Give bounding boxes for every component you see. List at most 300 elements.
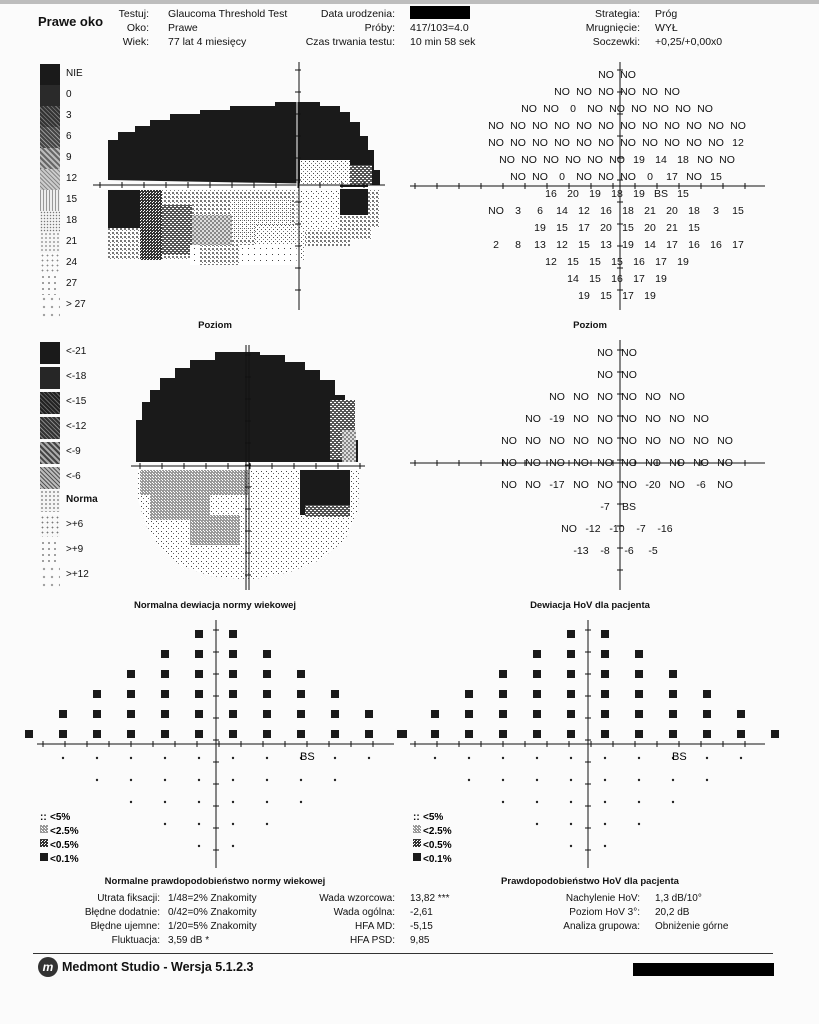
prob-mark <box>93 710 101 718</box>
prob-mark <box>127 730 135 738</box>
field-value: 19 <box>534 222 546 234</box>
prob-dot <box>570 801 572 803</box>
prob-mark <box>161 670 169 678</box>
prob-dot <box>164 757 166 759</box>
prob-mark <box>635 690 643 698</box>
field-value: NO <box>621 369 637 381</box>
field-value: NO <box>719 154 735 166</box>
prob-legend-5-r: <5% <box>423 812 444 823</box>
prob-mark <box>567 710 575 718</box>
eye-value: Prawe <box>168 22 198 34</box>
legend-label: 18 <box>66 215 78 226</box>
hfa-psd-label: HFA PSD: <box>349 935 395 946</box>
field-value: NO <box>664 86 680 98</box>
field-value: NO <box>576 137 592 149</box>
cluster-analysis-label: Analiza grupowa: <box>563 921 640 932</box>
field-value: NO <box>717 457 733 469</box>
field-value: 20 <box>644 222 656 234</box>
probability-axes-right <box>410 620 765 868</box>
field-value: -5 <box>648 545 658 557</box>
legend-label: <-9 <box>66 446 81 457</box>
hov-level-value: 20,2 dB <box>655 907 690 918</box>
field-value: NO <box>565 154 581 166</box>
prob-mark <box>263 730 271 738</box>
field-value: 16 <box>611 273 623 285</box>
false-negative-value: 1/20=5% Znakomity <box>168 921 257 932</box>
field-value: NO <box>669 435 685 447</box>
caption-greyscale: Poziom <box>198 320 232 331</box>
field-value: NO <box>708 137 724 149</box>
blink-label: Mrugnięcie: <box>585 22 640 34</box>
prob-mark <box>161 730 169 738</box>
prob-legend-0-1-r: <0.1% <box>423 854 452 865</box>
field-value: NO <box>573 435 589 447</box>
caption-pattern-probability: Prawdopodobieństwo HoV dla pacjenta <box>501 876 679 887</box>
field-value: 15 <box>600 290 612 302</box>
prob-mark <box>161 690 169 698</box>
prob-mark <box>567 630 575 638</box>
prob-mark <box>297 690 305 698</box>
field-value: NO <box>620 137 636 149</box>
prob-mark <box>465 710 473 718</box>
prob-dot <box>334 779 336 781</box>
prob-dot <box>198 779 200 781</box>
field-value: NO <box>693 413 709 425</box>
field-value: NO <box>645 413 661 425</box>
field-value: NO <box>488 120 504 132</box>
field-value: 14 <box>556 205 568 217</box>
field-value: NO <box>598 171 614 183</box>
prob-dot <box>570 845 572 847</box>
field-value: NO <box>573 413 589 425</box>
prob-dot <box>266 801 268 803</box>
prob-mark <box>127 690 135 698</box>
field-value: 15 <box>622 222 634 234</box>
field-value: 0 <box>570 103 576 115</box>
prob-mark <box>669 670 677 678</box>
field-value: 16 <box>600 205 612 217</box>
prob-dot <box>368 757 370 759</box>
prob-mark <box>229 670 237 678</box>
legend-label: >+9 <box>66 544 84 555</box>
field-value: NO <box>510 137 526 149</box>
field-value: NO <box>576 120 592 132</box>
blind-spot-label-right: BS <box>672 751 687 763</box>
field-value: NO <box>621 391 637 403</box>
field-value: NO <box>499 154 515 166</box>
prob-mark <box>567 690 575 698</box>
field-value: NO <box>598 120 614 132</box>
prob-mark <box>635 650 643 658</box>
prob-dot <box>232 779 234 781</box>
field-value: NO <box>675 103 691 115</box>
prob-mark <box>331 710 339 718</box>
prob-mark <box>601 630 609 638</box>
prob-dot <box>164 779 166 781</box>
prob-mark <box>331 730 339 738</box>
eye-label: Oko: <box>126 22 149 34</box>
prob-mark <box>25 730 33 738</box>
field-value: NO <box>642 120 658 132</box>
prob-legend-0-5-r: <0.5% <box>423 840 452 851</box>
svg-text:::: :: <box>40 812 47 823</box>
field-value: -13 <box>573 545 589 557</box>
prob-legend-5: <5% <box>50 812 71 823</box>
prob-dot <box>638 779 640 781</box>
prob-dot <box>502 779 504 781</box>
age-label: Wiek: <box>122 36 149 48</box>
field-value: -19 <box>549 413 565 425</box>
prob-mark <box>499 690 507 698</box>
prob-dot <box>130 779 132 781</box>
prob-dot <box>130 801 132 803</box>
field-value: 19 <box>578 290 590 302</box>
field-value: NO <box>587 103 603 115</box>
field-value: 12 <box>732 137 744 149</box>
field-value: NO <box>521 103 537 115</box>
field-value: -8 <box>600 545 610 557</box>
field-value: NO <box>525 457 541 469</box>
field-value: NO <box>597 457 613 469</box>
legend-label: NIE <box>66 68 83 79</box>
field-value: NO <box>669 479 685 491</box>
prob-legend-left <box>40 812 79 865</box>
legend-label: >+12 <box>66 569 89 580</box>
prob-mark <box>229 710 237 718</box>
legend-label: <-12 <box>66 421 87 432</box>
field-value: NO <box>576 171 592 183</box>
field-value: NO <box>573 457 589 469</box>
prob-dot <box>604 779 606 781</box>
prob-mark <box>263 710 271 718</box>
field-value: NO <box>717 435 733 447</box>
test-value: Glaucoma Threshold Test <box>168 8 288 20</box>
prob-dot <box>468 779 470 781</box>
field-value: NO <box>525 479 541 491</box>
field-value: NO <box>549 457 565 469</box>
field-value: NO <box>573 391 589 403</box>
field-value: NO <box>561 523 577 535</box>
field-value: -7 <box>636 523 646 535</box>
prob-mark <box>703 710 711 718</box>
legend-label: 15 <box>66 194 78 205</box>
prob-mark <box>635 710 643 718</box>
prob-dot <box>570 823 572 825</box>
field-value: NO <box>697 103 713 115</box>
prob-mark <box>195 730 203 738</box>
field-value: NO <box>549 391 565 403</box>
prob-dot <box>434 757 436 759</box>
prob-dot <box>502 801 504 803</box>
field-value: 12 <box>578 205 590 217</box>
field-value: -7 <box>600 501 610 513</box>
field-value: 6 <box>537 205 543 217</box>
prob-mark <box>703 690 711 698</box>
field-value: NO <box>554 86 570 98</box>
prob-mark <box>635 730 643 738</box>
field-value: NO <box>717 479 733 491</box>
legend-label: >+6 <box>66 519 84 530</box>
prob-mark <box>567 730 575 738</box>
hfa-md-value: -5,15 <box>410 921 433 932</box>
prob-mark <box>297 710 305 718</box>
legend-label: 0 <box>66 89 72 100</box>
field-value: NO <box>576 86 592 98</box>
field-value: NO <box>730 120 746 132</box>
prob-mark <box>297 730 305 738</box>
prob-mark <box>127 710 135 718</box>
field-value: NO <box>609 103 625 115</box>
prob-mark <box>229 650 237 658</box>
field-value: NO <box>620 86 636 98</box>
field-value: NO <box>621 457 637 469</box>
strategy-value: Próg <box>655 8 678 20</box>
field-value: 20 <box>600 222 612 234</box>
field-value: NO <box>597 479 613 491</box>
duration-label: Czas trwania testu: <box>305 36 395 48</box>
field-value: NO <box>488 205 504 217</box>
field-value: 15 <box>567 256 579 268</box>
field-value: 16 <box>688 239 700 251</box>
field-value: 17 <box>666 239 678 251</box>
field-value: BS <box>653 188 669 200</box>
field-value: NO <box>669 457 685 469</box>
prob-dot <box>96 757 98 759</box>
field-value: NO <box>686 171 702 183</box>
field-value: NO <box>686 137 702 149</box>
prob-mark <box>195 670 203 678</box>
field-value: -10 <box>609 523 625 535</box>
field-value: 13 <box>600 239 612 251</box>
hov-slope-value: 1,3 dB/10° <box>655 893 702 904</box>
threshold-axes <box>410 62 765 310</box>
field-value: NO <box>587 154 603 166</box>
field-value: NO <box>620 120 636 132</box>
prob-dot <box>672 779 674 781</box>
field-value: NO <box>597 413 613 425</box>
field-value: 17 <box>622 290 634 302</box>
prob-dot <box>334 757 336 759</box>
prob-dot <box>536 823 538 825</box>
prob-dot <box>232 757 234 759</box>
footer-divider <box>33 953 773 954</box>
prob-mark <box>533 710 541 718</box>
lens-label: Soczewki: <box>592 36 640 48</box>
prob-legend-right <box>413 812 452 865</box>
legend-label: 24 <box>66 257 78 268</box>
prob-mark <box>669 710 677 718</box>
prob-mark <box>93 690 101 698</box>
field-value: NO <box>525 413 541 425</box>
prob-mark <box>229 690 237 698</box>
prob-mark <box>263 650 271 658</box>
prob-dot <box>198 823 200 825</box>
prob-mark <box>601 690 609 698</box>
field-value: 14 <box>567 273 579 285</box>
prob-mark <box>465 730 473 738</box>
field-value: 3 <box>713 205 719 217</box>
prob-mark <box>161 710 169 718</box>
prob-mark <box>297 670 305 678</box>
field-value: NO <box>645 457 661 469</box>
field-value: NO <box>686 120 702 132</box>
field-value: NO <box>549 435 565 447</box>
prob-dot <box>604 801 606 803</box>
field-value: NO <box>621 347 637 359</box>
prob-mark <box>669 690 677 698</box>
field-value: 18 <box>622 205 634 217</box>
field-value: NO <box>525 435 541 447</box>
prob-mark <box>93 730 101 738</box>
prob-dot <box>570 779 572 781</box>
field-value: 14 <box>655 154 667 166</box>
prob-mark <box>229 730 237 738</box>
legend-label: <-18 <box>66 371 87 382</box>
prob-mark <box>499 710 507 718</box>
field-value: 12 <box>556 239 568 251</box>
legend-label: <-15 <box>66 396 87 407</box>
false-positive-value: 0/42=0% Znakomity <box>168 907 257 918</box>
prob-mark <box>601 650 609 658</box>
field-value: NO <box>532 137 548 149</box>
prob-mark <box>195 710 203 718</box>
field-value: NO <box>609 154 625 166</box>
prob-dot <box>164 801 166 803</box>
age-value: 77 lat 4 miesięcy <box>168 36 247 48</box>
prob-dot <box>266 823 268 825</box>
prob-mark <box>161 650 169 658</box>
field-value: 15 <box>611 256 623 268</box>
field-value: 13 <box>534 239 546 251</box>
field-value: NO <box>693 457 709 469</box>
field-value: NO <box>501 435 517 447</box>
hfa-psd-value: 9,85 <box>410 935 430 946</box>
prob-mark <box>229 630 237 638</box>
prob-dot <box>130 757 132 759</box>
prob-dot <box>706 779 708 781</box>
field-value: NO <box>597 435 613 447</box>
fixation-loss-label: Utrata fiksacji: <box>97 893 160 904</box>
pattern-defect-value: 13,82 *** <box>410 893 450 904</box>
field-value: 20 <box>567 188 579 200</box>
legend-label: <-6 <box>66 471 81 482</box>
field-value: NO <box>543 154 559 166</box>
prob-mark <box>601 730 609 738</box>
field-value: -16 <box>657 523 673 535</box>
field-value: 17 <box>666 171 678 183</box>
prob-mark <box>195 630 203 638</box>
prob-mark <box>669 730 677 738</box>
prob-dot <box>232 823 234 825</box>
field-value: NO <box>510 120 526 132</box>
field-value: NO <box>664 137 680 149</box>
prob-dot <box>300 779 302 781</box>
field-value: NO <box>532 171 548 183</box>
field-value: 15 <box>556 222 568 234</box>
field-value: NO <box>543 103 559 115</box>
field-value: NO <box>554 120 570 132</box>
field-value: 14 <box>644 239 656 251</box>
strategy-label: Strategia: <box>595 8 640 20</box>
field-value: 3 <box>515 205 521 217</box>
field-value: NO <box>708 120 724 132</box>
prob-mark <box>601 710 609 718</box>
prob-mark <box>533 730 541 738</box>
field-value: 8 <box>515 239 521 251</box>
pattern-defect-label: Wada wzorcowa: <box>319 893 395 904</box>
legend-label: 21 <box>66 236 78 247</box>
prob-mark <box>59 730 67 738</box>
prob-dot <box>266 779 268 781</box>
prob-mark <box>263 690 271 698</box>
fluctuation-value: 3,59 dB * <box>168 935 210 946</box>
prob-dot <box>706 757 708 759</box>
prob-dot <box>604 823 606 825</box>
field-value: -6 <box>624 545 634 557</box>
field-value: 2 <box>493 239 499 251</box>
lens-value: +0,25/+0,00x0 <box>655 36 723 48</box>
legend-label: 12 <box>66 173 78 184</box>
prob-mark <box>533 670 541 678</box>
prob-dot <box>740 757 742 759</box>
cluster-analysis-value: Obniżenie górne <box>655 921 729 932</box>
field-value: 16 <box>710 239 722 251</box>
prob-mark <box>365 730 373 738</box>
field-value: NO <box>620 69 636 81</box>
field-value: NO <box>598 137 614 149</box>
footer-redacted <box>633 963 774 976</box>
prob-mark <box>499 730 507 738</box>
legend-label: Norma <box>66 494 98 505</box>
prob-mark <box>263 670 271 678</box>
prob-mark <box>737 710 745 718</box>
field-value: 19 <box>677 256 689 268</box>
prob-mark <box>365 710 373 718</box>
field-value: NO <box>621 435 637 447</box>
legend-label: 6 <box>66 131 72 142</box>
field-value: NO <box>645 391 661 403</box>
field-value: 19 <box>589 188 601 200</box>
prob-legend-2-5-r: <2.5% <box>423 826 452 837</box>
caption-pattern-deviation: Dewiacja HoV dla pacjenta <box>530 600 650 611</box>
field-value: NO <box>653 103 669 115</box>
birthdate-label: Data urodzenia: <box>320 8 395 20</box>
field-value: 20 <box>666 205 678 217</box>
field-value: NO <box>573 479 589 491</box>
legend-label: 9 <box>66 152 72 163</box>
field-value: NO <box>664 120 680 132</box>
field-value: 0 <box>559 171 565 183</box>
trials-value: 417/103=4.0 <box>410 22 469 34</box>
field-value: NO <box>642 86 658 98</box>
prob-dot <box>62 757 64 759</box>
field-value: NO <box>510 171 526 183</box>
prob-mark <box>127 670 135 678</box>
overall-defect-label: Wada ogólna: <box>333 907 395 918</box>
field-value: NO <box>697 154 713 166</box>
prob-mark <box>771 730 779 738</box>
prob-dot <box>638 823 640 825</box>
prob-mark <box>533 650 541 658</box>
prob-mark <box>331 690 339 698</box>
field-value: NO <box>631 103 647 115</box>
hov-level-label: Poziom HoV 3°: <box>569 907 640 918</box>
prob-mark <box>703 730 711 738</box>
field-value: 21 <box>644 205 656 217</box>
prob-legend-0-1: <0.1% <box>50 854 79 865</box>
legend-label: 3 <box>66 110 72 121</box>
prob-dot <box>164 823 166 825</box>
